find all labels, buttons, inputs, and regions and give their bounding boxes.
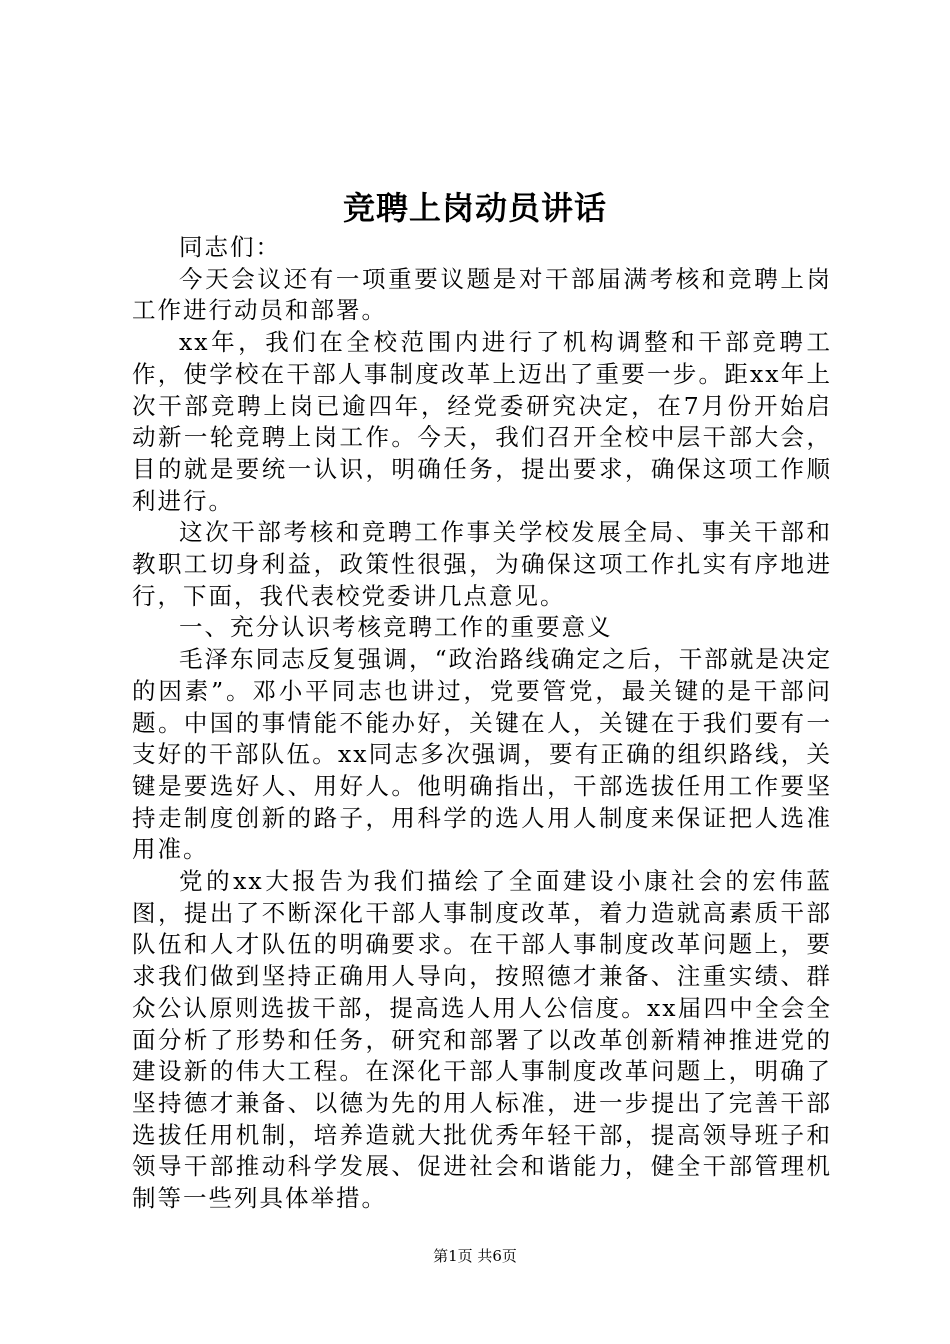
paragraph: 毛泽东同志反复强调，“政治路线确定之后，干部就是决定的因素”。邓小平同志也讲过，党要管党，最关键的是干部问题。中国的事情能不能办好，关键在人，关键在于我们要有一支好的干部队伍。xx同志多次强调，要有正确的组织路线，关键是要选好人、用好人。他明确指出，干部选拔任用工作要坚持走制度创新的路子，用科学的选人用人制度来保证把人选准用准。: [132, 645, 832, 864]
document-title: 竞聘上岗动员讲话: [342, 189, 607, 227]
paragraph: 今天会议还有一项重要议题是对干部届满考核和竞聘上岗工作进行动员和部署。: [132, 264, 832, 325]
paragraph-salutation: 同志们：: [179, 233, 281, 261]
paragraph: 这次干部考核和竞聘工作事关学校发展全局、事关干部和教职工切身利益，政策性很强，为确保这项工作扎实有序地进行，下面，我代表校党委讲几点意见。: [132, 518, 832, 610]
paragraph: 党的xx大报告为我们描绘了全面建设小康社会的宏伟蓝图，提出了不断深化干部人事制度改革，着力造就高素质干部队伍和人才队伍的明确要求。在干部人事制度改革问题上，要求我们做到坚持正确用人导向，按照德才兼备、注重实绩、群众公认原则选拔干部，提高选人用人公信度。xx届四中全会全面分析了形势和任务，研究和部署了以改革创新精神推进党的建设新的伟大工程。在深化干部人事制度改革问题上，明确了坚持德才兼备、以德为先的用人标准，进一步提出了完善干部选拔任用机制，培养造就大批优秀年轻干部，提高领导班子和领导干部推动科学发展、促进社会和谐能力，健全干部管理机制等一些列具体举措。: [132, 867, 832, 1213]
paragraph: xx年，我们在全校范围内进行了机构调整和干部竞聘工作，使学校在干部人事制度改革上迈出了重要一步。距xx年上次干部竞聘上岗已逾四年，经党委研究决定，在7月份开始启动新一轮竞聘上岗工作。今天，我们召开全校中层干部大会，目的就是要统一认识，明确任务，提出要求，确保这项工作顺利进行。: [132, 328, 832, 515]
page-number-footer: 第1页 共6页: [433, 1247, 517, 1265]
document-body: [132, 232, 832, 1215]
section-heading: 一、充分认识考核竞聘工作的重要意义: [179, 613, 613, 642]
